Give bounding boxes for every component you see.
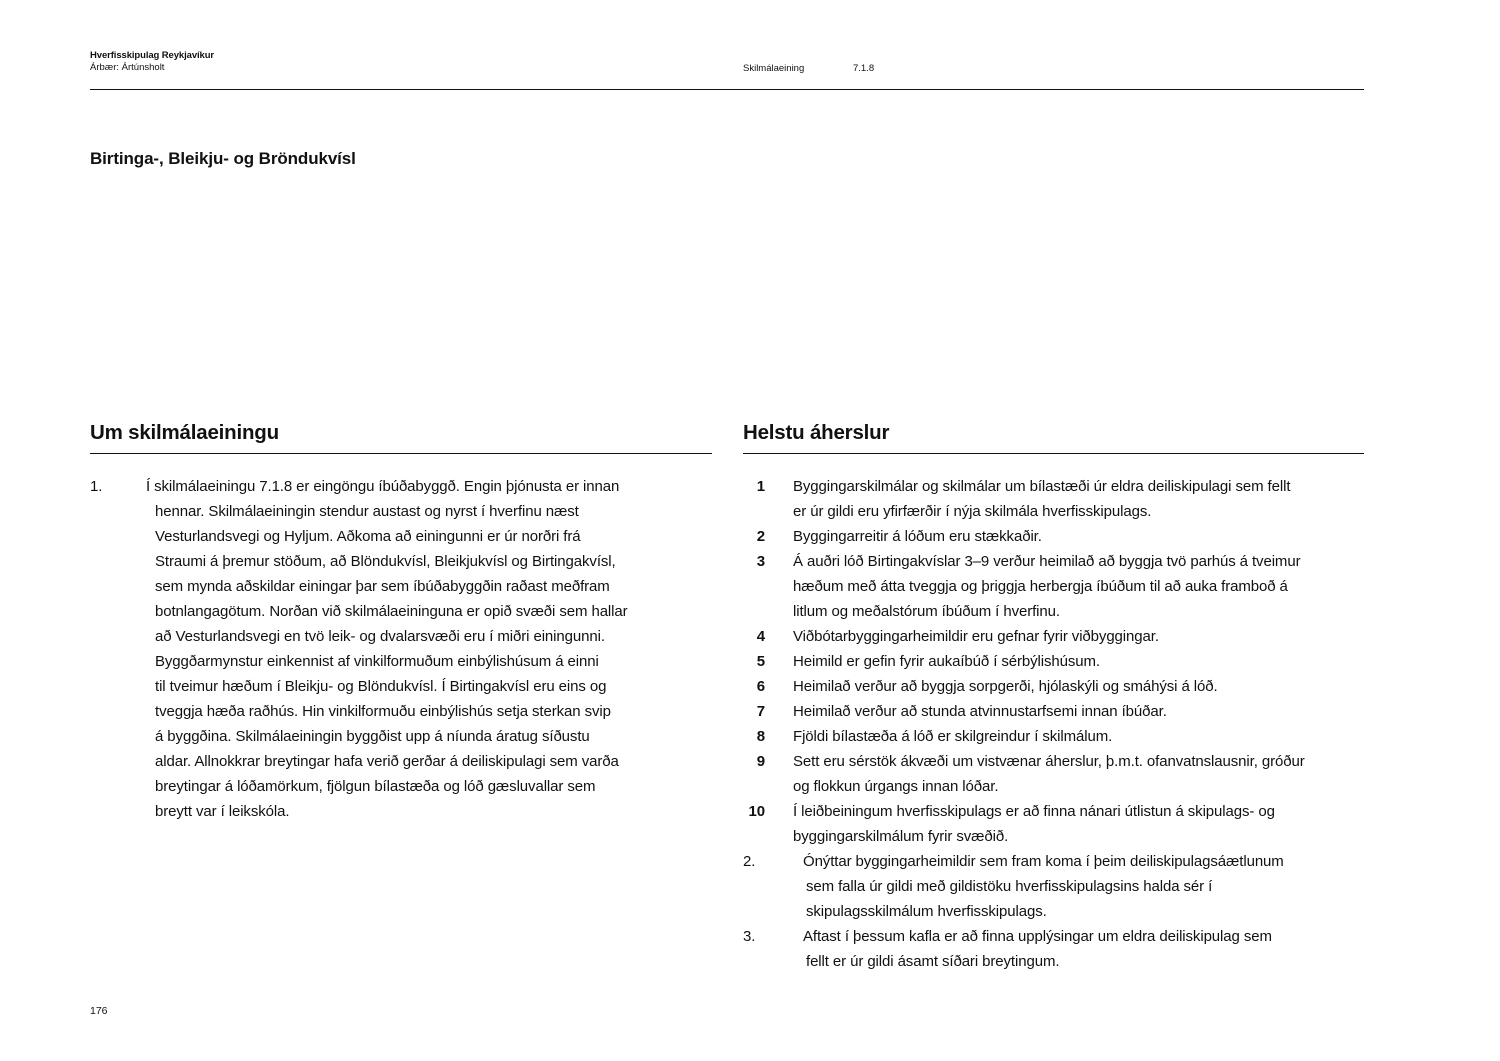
emphasis-item [743, 799, 1368, 849]
emphasis-number: 7 [756, 703, 765, 720]
emphasis-item [743, 474, 1368, 524]
emphasis-line: Heimilað verður að byggja sorpgerði, hjólaskýli og smáhýsi á lóð. [793, 678, 1218, 695]
numbered-paragraph [743, 924, 1368, 974]
emphasis-line: Viðbótarbyggingarheimildir eru gefnar fyrir viðbyggingar. [793, 628, 1159, 645]
emphasis-line: Byggingarreitir á lóðum eru stækkaðir. [793, 528, 1042, 545]
paragraph-line: Aftast í þessum kafla er að finna upplýsingar um eldra deiliskipulag sem [803, 928, 1272, 945]
emphasis-item [743, 649, 1368, 674]
emphasis-item [743, 624, 1368, 649]
emphasis-item [743, 674, 1368, 699]
paragraph-line: botnlangagötum. Norðan við skilmálaeininguna er opið svæði sem hallar [155, 603, 628, 620]
left-section-heading: Um skilmálaeiningu [90, 421, 279, 444]
emphasis-number: 8 [756, 728, 765, 745]
paragraph-line: á byggðina. Skilmálaeiningin byggðist upp á níunda áratug síðustu [155, 728, 590, 745]
emphasis-line: Fjöldi bílastæða á lóð er skilgreindur í skilmálum. [793, 728, 1113, 745]
left-paragraph-list [90, 474, 710, 824]
paragraph-line: til tveimur hæðum í Bleikju- og Blöndukvísl. Í Birtingakvísl eru eins og [155, 678, 607, 695]
emphasis-number: 3 [756, 553, 765, 570]
section-code: 7.1.8 [853, 63, 875, 74]
paragraph-line: skipulagsskilmálum hverfisskipulags. [806, 903, 1047, 920]
paragraph-line: að Vesturlandsvegi en tvö leik- og dvalarsvæði eru í miðri einingunni. [155, 628, 605, 645]
paragraph-line: Ónýttar byggingarheimildir sem fram koma í þeim deiliskipulagsáætlunum [803, 853, 1284, 870]
page-number: 176 [90, 1005, 108, 1017]
emphasis-line: Heimilað verður að stunda atvinnustarfsemi innan íbúðar. [793, 703, 1167, 720]
right-content-list [743, 474, 1368, 974]
emphasis-item [743, 749, 1368, 799]
paragraph-line: tveggja hæða raðhús. Hin vinkilformuðu einbýlishús setja sterkan svip [155, 703, 611, 720]
page-title: Birtinga-, Bleikju- og Bröndukvísl [90, 149, 356, 168]
numbered-paragraph [90, 474, 710, 824]
paragraph-line: hennar. Skilmálaeiningin stendur austast og nyrst í hverfinu næst [155, 503, 579, 520]
emphasis-item [743, 549, 1368, 624]
right-section-heading: Helstu áherslur [743, 421, 890, 444]
emphasis-number: 1 [756, 478, 765, 495]
emphasis-line: hæðum með átta tveggja og þriggja herbergja íbúðum til að auka framboð á [793, 578, 1288, 595]
paragraph-line: Vesturlandsvegi og Hyljum. Aðkoma að einingunni er úr norðri frá [155, 528, 581, 545]
emphasis-line: Í leiðbeiningum hverfisskipulags er að finna nánari útlistun á skipulags- og [793, 803, 1275, 820]
paragraph-line: sem mynda aðskildar einingar þar sem íbúðabyggðin raðast meðfram [155, 578, 610, 595]
emphasis-number: 2 [756, 528, 765, 545]
emphasis-line: Á auðri lóð Birtingakvíslar 3–9 verður heimilað að byggja tvö parhús á tveimur [793, 553, 1301, 570]
emphasis-line: Sett eru sérstök ákvæði um vistvænar áherslur, þ.m.t. ofanvatnslausnir, gróður [793, 753, 1305, 770]
paragraph-line: fellt er úr gildi ásamt síðari breytingum. [806, 953, 1060, 970]
emphasis-line: og flokkun úrgangs innan lóðar. [793, 778, 999, 795]
emphasis-line: Byggingarskilmálar og skilmálar um bílastæði úr eldra deiliskipulagi sem fellt [793, 478, 1291, 495]
paragraph-line: Byggðarmynstur einkennist af vinkilformuðum einbýlishúsum á einni [155, 653, 599, 670]
document-subtitle: Árbær: Ártúnsholt [90, 62, 165, 73]
emphasis-line: byggingarskilmálum fyrir svæðið. [793, 828, 1009, 845]
emphasis-number: 5 [756, 653, 765, 670]
document-title: Hverfisskipulag Reykjavíkur [90, 50, 215, 61]
paragraph-line: Straumi á þremur stöðum, að Blöndukvísl, Bleikjukvísl og Birtingakvísl, [155, 553, 616, 570]
emphasis-item [743, 724, 1368, 749]
paragraph-line: Í skilmálaeiningu 7.1.8 er eingöngu íbúðabyggð. Engin þjónusta er innan [146, 478, 620, 495]
left-section-divider [90, 453, 712, 454]
emphasis-number: 6 [756, 678, 765, 695]
numbered-paragraph [743, 849, 1368, 924]
section-label: Skilmálaeining [743, 63, 805, 74]
paragraph-line: sem falla úr gildi með gildistöku hverfisskipulagsins halda sér í [806, 878, 1213, 895]
emphasis-item [743, 699, 1368, 724]
paragraph-line: breytingar á lóðamörkum, fjölgun bílastæða og lóð gæsluvallar sem [155, 778, 596, 795]
paragraph-number: 1. [90, 478, 103, 495]
emphasis-line: litlum og meðalstórum íbúðum í hverfinu. [793, 603, 1060, 620]
emphasis-number: 10 [748, 803, 765, 820]
paragraph-line: breytt var í leikskóla. [155, 803, 290, 820]
emphasis-number: 4 [756, 628, 765, 645]
emphasis-line: Heimild er gefin fyrir aukaíbúð í sérbýlishúsum. [793, 653, 1100, 670]
emphasis-number: 9 [756, 753, 765, 770]
emphasis-item [743, 524, 1368, 549]
emphasis-line: er úr gildi eru yfirfærðir í nýja skilmála hverfisskipulags. [793, 503, 1152, 520]
paragraph-line: aldar. Allnokkrar breytingar hafa verið gerðar á deiliskipulagi sem varða [155, 753, 619, 770]
right-section-divider [743, 453, 1364, 454]
header-divider [90, 89, 1364, 90]
paragraph-number: 2. [743, 853, 756, 870]
paragraph-number: 3. [743, 928, 756, 945]
